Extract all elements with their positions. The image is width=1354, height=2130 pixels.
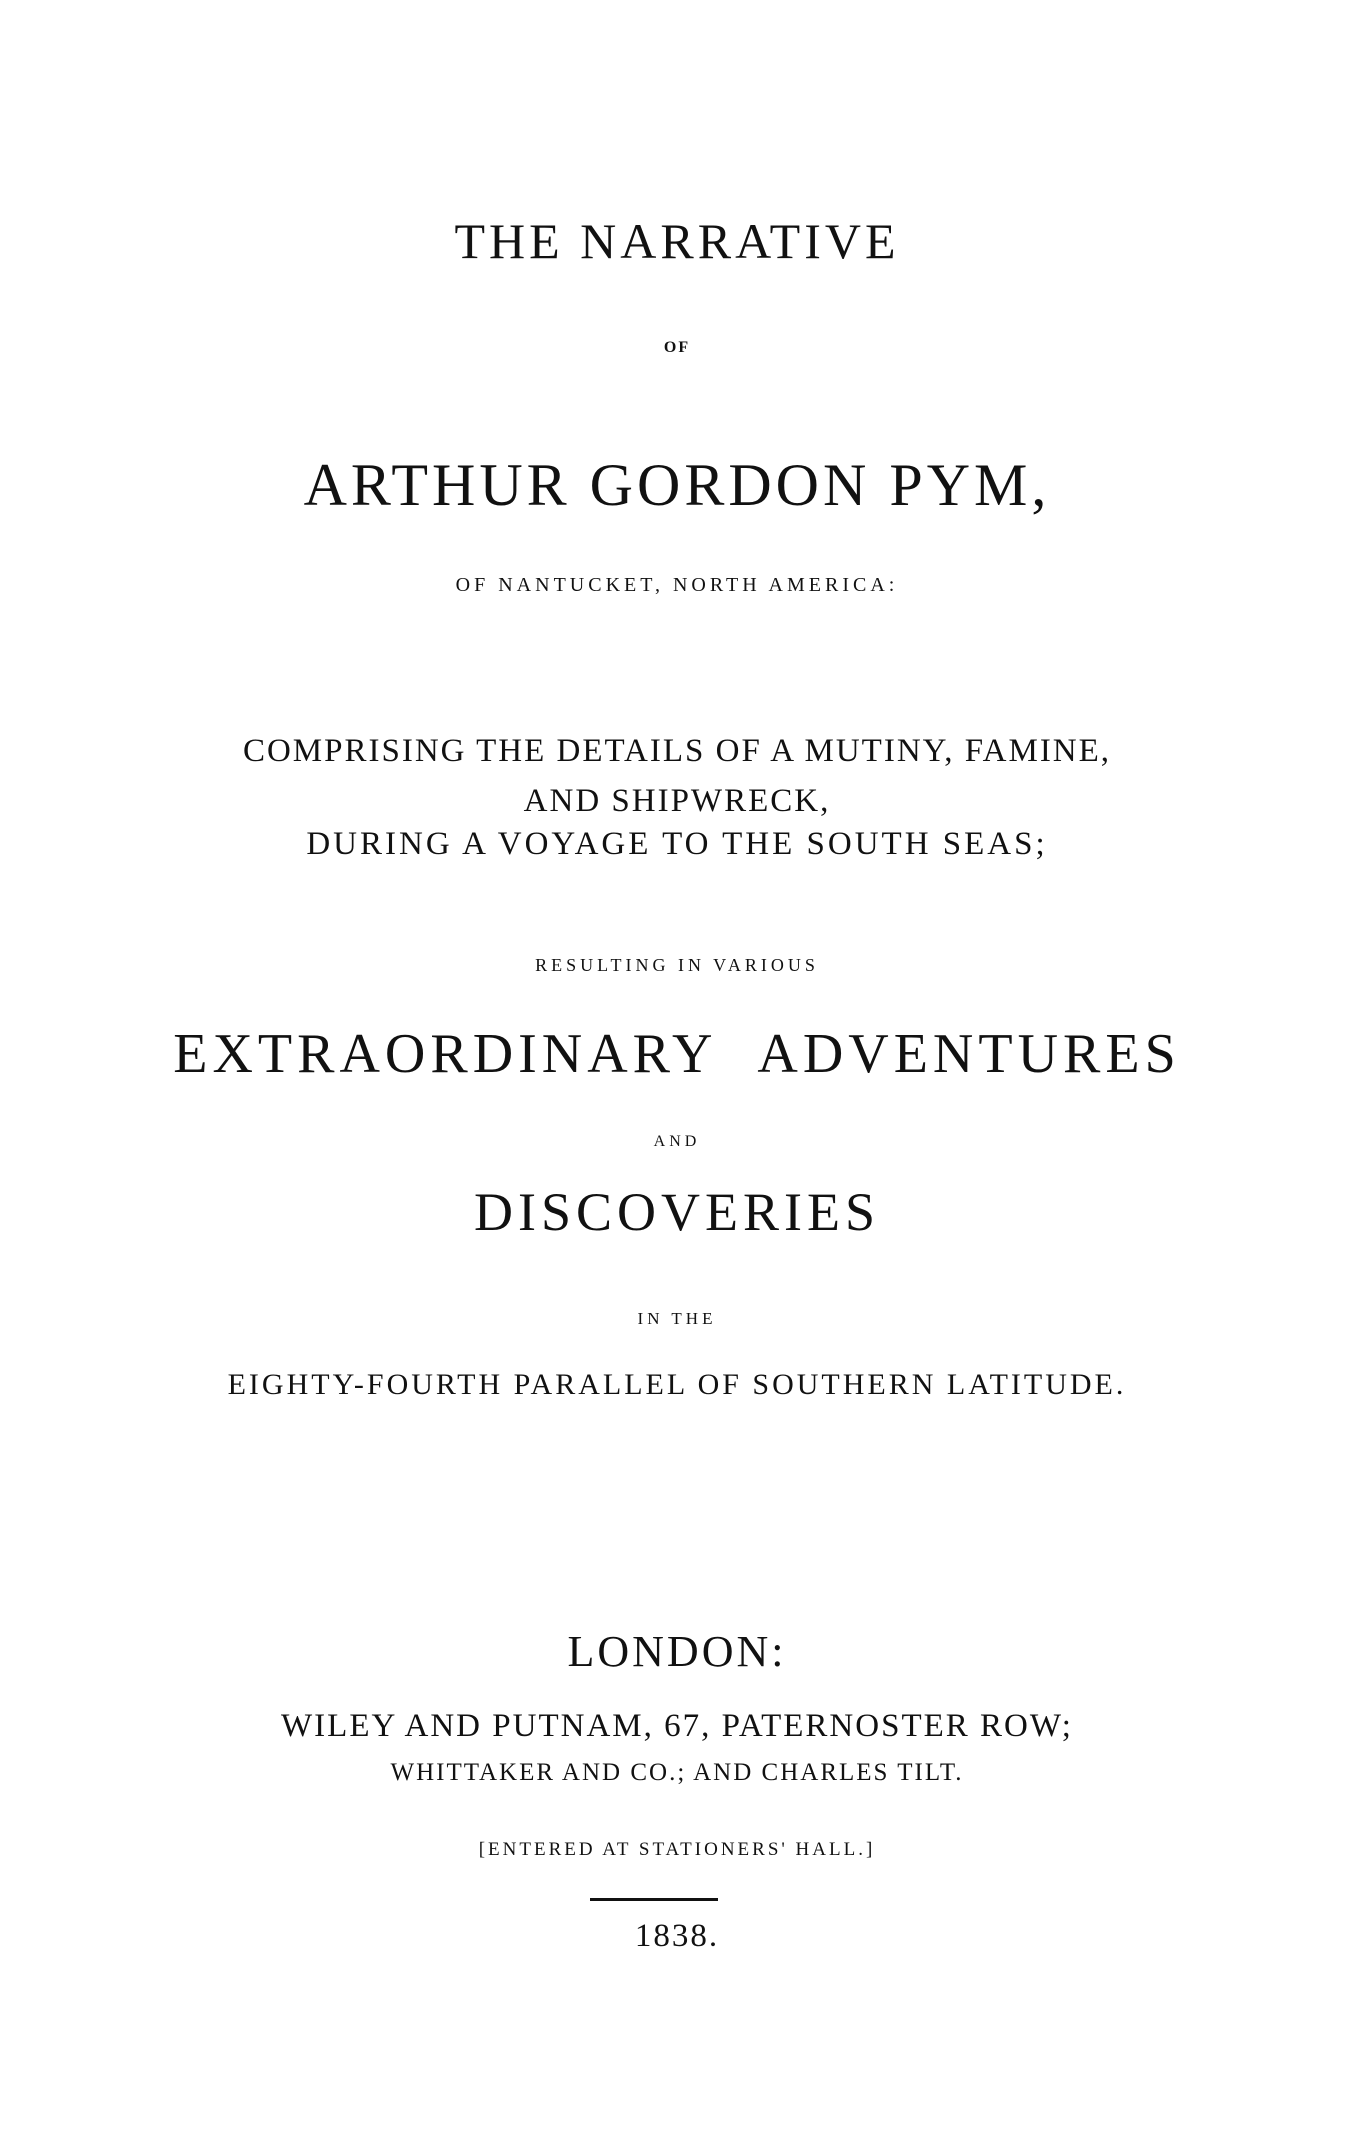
resulting-line: RESULTING IN VARIOUS <box>535 955 819 975</box>
title-name: ARTHUR GORDON PYM, <box>303 452 1051 518</box>
parallel-line: EIGHTY-FOURTH PARALLEL OF SOUTHERN LATITUDE. <box>227 1368 1127 1401</box>
imprint-city: LONDON: <box>567 1627 787 1676</box>
imprint-publisher-2: WHITTAKER AND CO.; AND CHARLES TILT. <box>390 1759 964 1786</box>
adventures-word: ADVENTURES <box>757 1023 1181 1085</box>
imprint-publisher-1: WILEY AND PUTNAM, 67, PATERNOSTER ROW; <box>281 1708 1073 1744</box>
origin-line: OF NANTUCKET, NORTH AMERICA: <box>455 574 899 596</box>
in-the-connector: IN THE <box>637 1309 717 1328</box>
extraordinary-adventures-line <box>0 1023 1354 1085</box>
imprint-entered: [ENTERED AT STATIONERS' HALL.] <box>478 1839 876 1860</box>
imprint-year: 1838. <box>634 1918 720 1954</box>
title-the-narrative: THE NARRATIVE <box>454 213 900 269</box>
comprising-line-2: AND SHIPWRECK, <box>523 783 831 819</box>
discoveries-line: DISCOVERIES <box>473 1182 881 1242</box>
year-rule-divider <box>590 1898 718 1901</box>
comprising-line-1: COMPRISING THE DETAILS OF A MUTINY, FAMINE, <box>242 733 1112 769</box>
comprising-line-3: DURING A VOYAGE TO THE SOUTH SEAS; <box>306 826 1048 862</box>
extraordinary-word: EXTRAORDINARY <box>173 1023 718 1085</box>
of-connector: OF <box>663 339 691 356</box>
and-connector: AND <box>653 1133 701 1150</box>
